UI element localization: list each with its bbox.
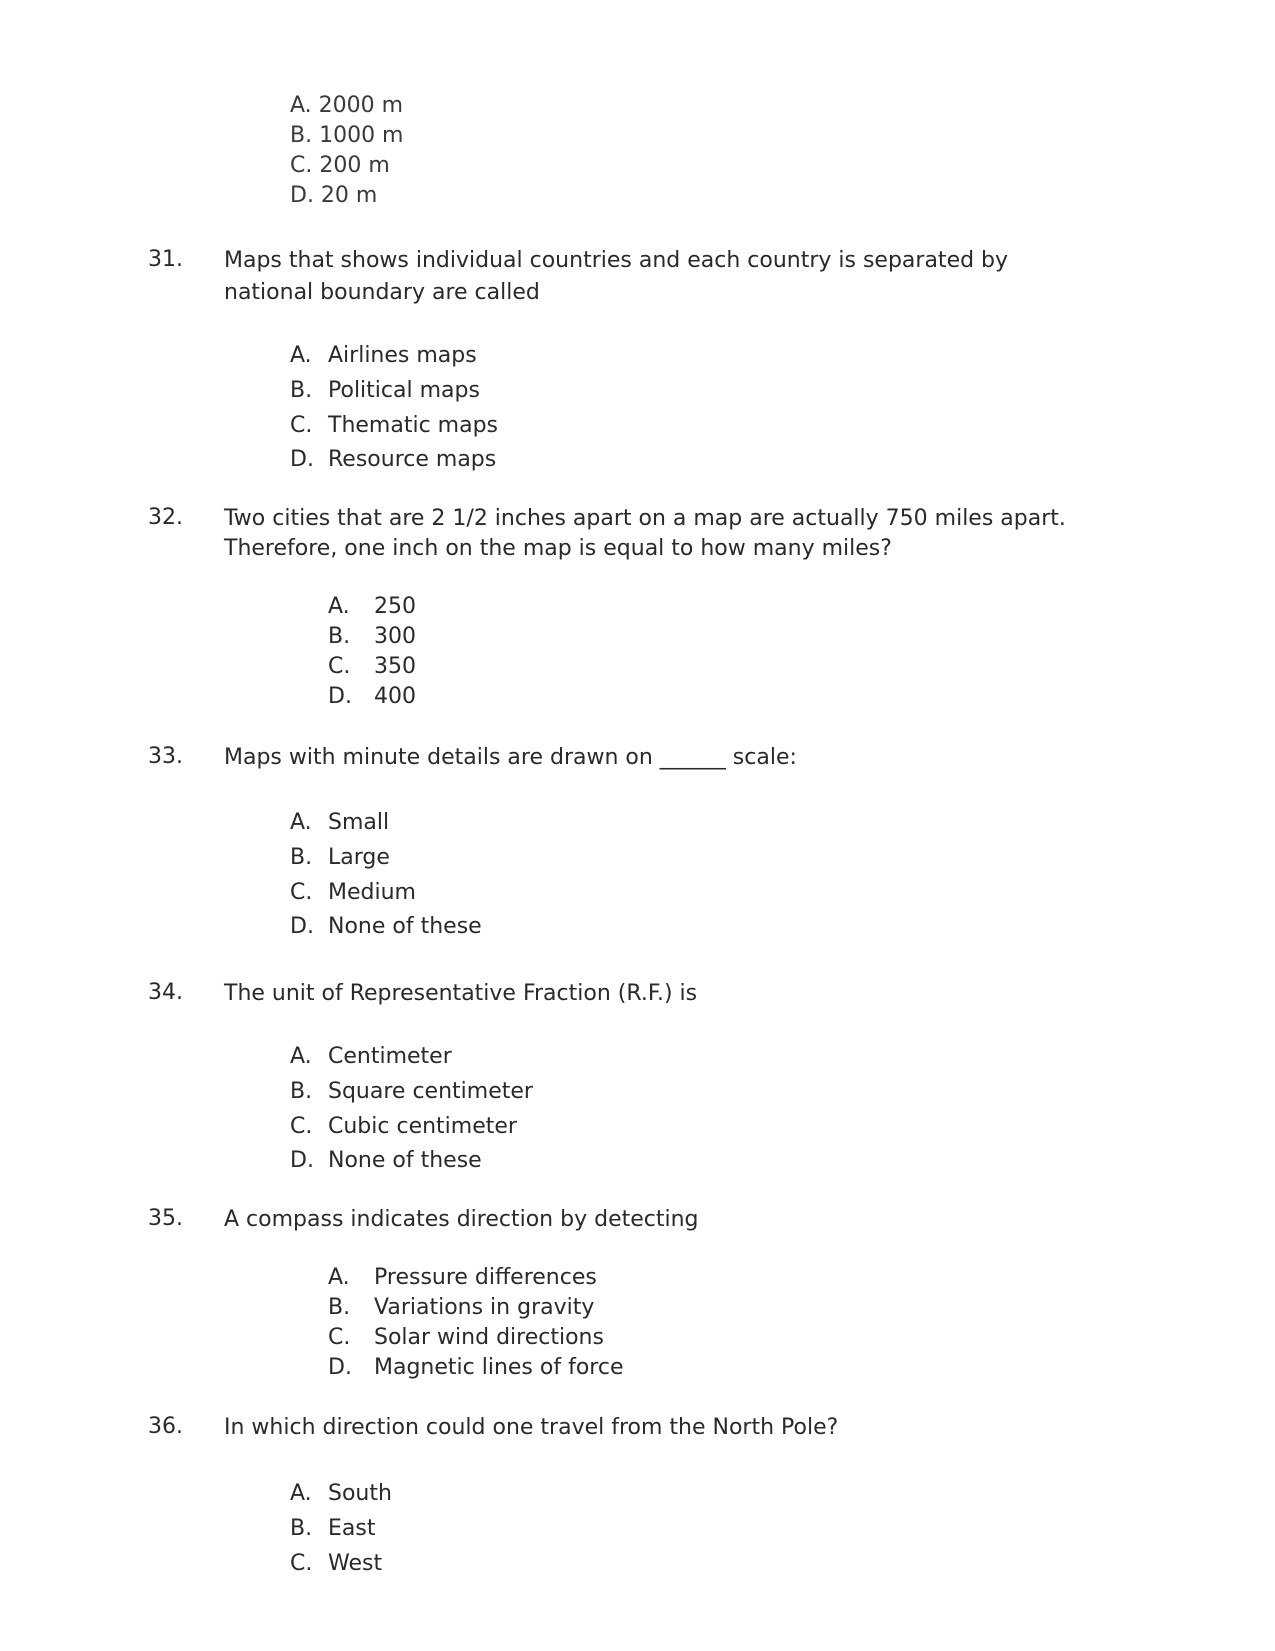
- question-text-line-1: The unit of Representative Fraction (R.F.) is: [224, 981, 698, 1006]
- question-number: 31.: [148, 247, 183, 272]
- question-text-line-1: In which direction could one travel from the North Pole?: [224, 1415, 839, 1440]
- continued-option-c: C. 200 m: [290, 153, 390, 178]
- option-c: C. Cubic centimeter: [290, 1114, 517, 1139]
- continued-option-b: B. 1000 m: [290, 123, 404, 148]
- continued-option-a: A. 2000 m: [290, 93, 404, 118]
- question-text-line-2: national boundary are called: [224, 280, 540, 305]
- option-d: D. None of these: [290, 1148, 482, 1173]
- option-c: C. West: [290, 1551, 383, 1576]
- option-b: B. Square centimeter: [290, 1079, 533, 1104]
- question-text-line-1: Two cities that are 2 1/2 inches apart on a map are actually 750 miles apart.: [224, 506, 1066, 531]
- option-a: A. Centimeter: [290, 1044, 452, 1069]
- question-number: 35.: [148, 1206, 183, 1231]
- option-c: C. Medium: [290, 880, 416, 905]
- option-d: D. 400: [328, 684, 416, 709]
- option-b: B. East: [290, 1516, 376, 1541]
- option-a: A. Small: [290, 810, 390, 835]
- option-b: B. Variations in gravity: [328, 1295, 595, 1320]
- option-b: B. Large: [290, 845, 390, 870]
- option-d: D. Resource maps: [290, 447, 497, 472]
- continued-option-d: D. 20 m: [290, 183, 378, 208]
- question-text-line-1: Maps with minute details are drawn on ______ scale:: [224, 745, 797, 770]
- option-a: A. South: [290, 1481, 392, 1506]
- question-number: 32.: [148, 505, 183, 530]
- option-a: A. Pressure differences: [328, 1265, 597, 1290]
- question-text-line-1: A compass indicates direction by detecting: [224, 1207, 699, 1232]
- option-a: A. Airlines maps: [290, 343, 477, 368]
- option-b: B. 300: [328, 624, 416, 649]
- option-d: D. None of these: [290, 914, 482, 939]
- question-text-line-2: Therefore, one inch on the map is equal to how many miles?: [224, 536, 892, 561]
- option-c: C. 350: [328, 654, 416, 679]
- question-number: 36.: [148, 1414, 183, 1439]
- option-c: C. Solar wind directions: [328, 1325, 604, 1350]
- question-text-line-1: Maps that shows individual countries and each country is separated by: [224, 248, 1009, 273]
- question-number: 34.: [148, 980, 183, 1005]
- option-c: C. Thematic maps: [290, 413, 498, 438]
- option-b: B. Political maps: [290, 378, 480, 403]
- option-d: D. Magnetic lines of force: [328, 1355, 624, 1380]
- option-a: A. 250: [328, 594, 416, 619]
- question-number: 33.: [148, 744, 183, 769]
